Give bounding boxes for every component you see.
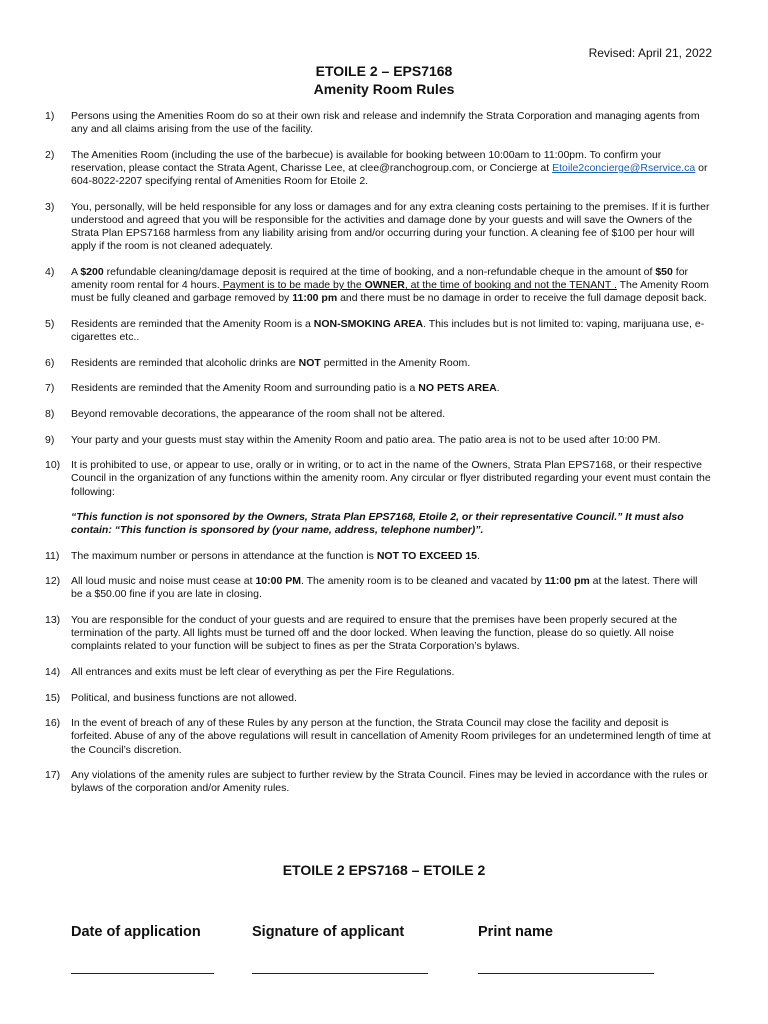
rule-text [71, 666, 712, 679]
rule-text-segment: You are responsible for the conduct of your guests and are required to ensure that the premises have been properly secured at the termination of the party. All lights must be turned off and the door locked. When leaving the function, please do so quietly. All noise complaints related to your function will be subject to fines as per the Strata Corporation’s bylaws. [71, 613, 678, 653]
date-of-application-line[interactable] [71, 973, 214, 974]
rule-text-segment: Persons using the Amenities Room do so at their own risk and release and indemnify the Strata Corporation and managing agents from any and all claims arising from the use of the facility. [71, 110, 700, 136]
rule-paragraph [71, 382, 712, 395]
rule-text-segment: In the event of breach of any of these Rules by any person at the function, the Strata Council may close the facility and deposit is forfeited. Abuse of any of the above regulations will result in cancellation of Amenity Room privileges for an undetermined length of time at the Council’s discretion. [71, 717, 711, 756]
rule-text-segment: It is prohibited to use, or appear to use, orally or in writing, or to act in the name of the Owners, Strata Plan EPS7168, or their respective Council in the organization of any functions within the amenity room. Any circular or flyer distributed regarding your event must contain the following: [71, 459, 711, 498]
rule-item [45, 149, 712, 189]
rule-item [45, 110, 712, 136]
rule-number: 13) [45, 613, 61, 626]
rule-item [45, 434, 712, 447]
rule-text-segment: The Amenity Room must be fully cleaned and garbage removed by [71, 279, 709, 305]
rule-text-segment: at the latest. There will be a $50.00 fine if you are late in closing. [71, 575, 698, 601]
rule-number: 12) [45, 575, 61, 588]
signature-of-applicant-line[interactable] [252, 973, 428, 974]
rule-text-segment: $200 [80, 266, 104, 278]
rule-text [71, 110, 712, 136]
rule-text-segment: Beyond removable decorations, the appearance of the room shall not be altered. [71, 407, 446, 420]
rule-item [45, 266, 712, 306]
rule-text-segment: You, personally, will be held responsible for any loss or damages and for any extra cleaning costs pertaining to the premises. If it is further understood and agreed that you will be responsible for the activities and damage done by your guests and will save the Owners of the Strata Plan EPS7168 harmless from any liability arising from and/or occurring during your function. A cleaning fee of $100 per hour will apply if the room is not cleaned adequately. [71, 200, 710, 253]
rule-number: 1) [45, 110, 55, 122]
rule-text [71, 575, 712, 601]
rule-text-segment: 11:00 pm [292, 292, 338, 305]
rule-text-segment: . [477, 549, 480, 562]
rule-paragraph [71, 717, 712, 757]
rule-text-segment: for amenity room rental for 4 hours. [71, 266, 689, 292]
concierge-email-link[interactable]: Etoile2concierge@Rservice.ca [552, 162, 696, 174]
rule-text-segment: Payment is to be made by the [219, 279, 365, 292]
rule-item [45, 550, 712, 563]
signature-of-applicant-label: Signature of applicant [252, 924, 405, 940]
rule-number: 4) [45, 266, 55, 278]
revised-date: Revised: April 21, 2022 [588, 46, 712, 60]
rule-paragraph [71, 434, 712, 447]
rule-text [71, 769, 712, 795]
rule-text [71, 357, 712, 370]
rule-text-segment: Any violations of the amenity rules are subject to further review by the Strata Council. Fines may be levied in accordance with the rules or bylaws of the corporation and/or Amenity rules. [71, 769, 708, 795]
rule-paragraph [71, 666, 712, 679]
rule-item [45, 614, 712, 654]
rule-number: 8) [45, 407, 55, 420]
rule-text [71, 614, 712, 654]
rule-item [45, 357, 712, 370]
rule-paragraph [71, 575, 712, 601]
rule-paragraph [71, 357, 712, 370]
rule-text [71, 692, 712, 705]
rule-number: 5) [45, 318, 55, 330]
document-title: ETOILE 2 – EPS7168 [315, 63, 453, 79]
rule-text [71, 201, 712, 254]
rule-item [45, 769, 712, 795]
rule-text-segment: and there must be no damage in order to receive the full damage deposit back. [337, 292, 707, 305]
rule-text [71, 550, 712, 563]
print-name-label: Print name [478, 924, 553, 940]
rule-text [71, 318, 712, 344]
rule-number: 15) [45, 691, 61, 704]
rule-item [45, 666, 712, 679]
rule-item [45, 201, 712, 254]
rule-item [45, 575, 712, 601]
rule-text-segment: . This includes but is not limited to: vaping, marijuana use, e-cigarettes etc.. [71, 318, 705, 344]
print-name-line[interactable] [478, 973, 654, 974]
rule-text-segment: 10:00 PM [255, 575, 301, 588]
rule-text-segment: refundable cleaning/damage deposit is required at the time of booking, and a non-refundable cheque in the amount of [103, 266, 656, 278]
rule-paragraph [71, 614, 712, 654]
rule-paragraph [71, 201, 712, 254]
rule-text-segment: OWNER [364, 279, 405, 292]
rule-text [71, 408, 712, 421]
rule-text-segment: Residents are reminded that the Amenity Room is a [71, 318, 314, 330]
rule-number: 9) [45, 433, 55, 446]
rule-text-segment: Residents are reminded that the Amenity Room and surrounding patio is a [71, 382, 419, 395]
rule-text-segment: All entrances and exits must be left clear of everything as per the Fire Regulations. [71, 665, 455, 678]
rule-number: 7) [45, 382, 55, 395]
rule-paragraph [71, 769, 712, 795]
rule-text [71, 149, 712, 189]
rule-text-segment: The Amenities Room (including the use of the barbecue) is available for booking between 10:00am to 11:00pm. To confirm your reservation, please contact the Strata Agent, Charisse Lee, at clee@ranchogroup.com, or Concierge at [71, 148, 662, 174]
rule-item [45, 692, 712, 705]
rule-text-segment: Political, and business functions are not allowed. [71, 691, 297, 704]
rule-item [45, 382, 712, 395]
rule-text-segment: . [496, 382, 500, 395]
rule-text [71, 266, 712, 306]
rule-text [71, 434, 712, 447]
rule-text-segment: “This function is not sponsored by the Owners, Strata Plan EPS7168, Etoile 2, or their representative Council.” It must also contain: “This function is sponsored by (your name, address, telephone number)”. [71, 510, 684, 536]
rule-number: 3) [45, 200, 55, 213]
rule-text-segment: All loud music and noise must cease at [71, 575, 256, 588]
rule-text [71, 717, 712, 757]
rule-text-segment: NON-SMOKING AREA [313, 318, 424, 330]
rules-list [45, 110, 712, 808]
rule-text-segment: 11:00 pm [544, 575, 590, 588]
rule-text-segment: Residents are reminded that alcoholic drinks are [71, 356, 299, 369]
rule-text-segment: NO PETS AREA [418, 382, 497, 395]
rule-paragraph [71, 459, 712, 499]
rule-text-segment: Your party and your guests must stay within the Amenity Room and patio area. The patio area is not to be used after 10:00 PM. [71, 433, 661, 446]
footer-title: ETOILE 2 EPS7168 – ETOILE 2 [282, 862, 486, 878]
rule-item [45, 408, 712, 421]
rule-text-segment: The maximum number or persons in attendance at the function is [71, 549, 377, 562]
rule-text-segment: A [71, 266, 81, 278]
rule-number: 6) [45, 356, 55, 369]
rule-item [45, 459, 712, 537]
rule-paragraph [71, 408, 712, 421]
rule-item [45, 318, 712, 344]
rule-paragraph [71, 110, 712, 136]
rule-text-segment: , at the time of booking and not the TENANT . [404, 279, 617, 292]
rule-text-segment: NOT TO EXCEED 15 [376, 549, 477, 562]
rule-text-segment: or 604-8022-2207 specifying rental of Amenities Room for Etoile 2. [71, 162, 708, 188]
rule-number: 2) [45, 148, 55, 161]
rule-number: 11) [45, 549, 60, 562]
date-of-application-label: Date of application [71, 924, 201, 940]
rule-text-segment: . The amenity room is to be cleaned and vacated by [300, 575, 545, 588]
rule-text [71, 459, 712, 537]
rule-item [45, 717, 712, 757]
rule-text-segment: $50 [655, 266, 673, 278]
rule-text-segment: NOT [298, 356, 321, 369]
rule-paragraph [71, 692, 712, 705]
rule-paragraph [71, 266, 712, 306]
rule-paragraph [71, 511, 712, 537]
rule-text [71, 382, 712, 395]
rule-paragraph [71, 550, 712, 563]
rule-number: 16) [45, 717, 61, 730]
rule-text-segment: permitted in the Amenity Room. [320, 356, 471, 369]
rule-number: 17) [45, 769, 61, 782]
document-subtitle: Amenity Room Rules [313, 81, 455, 97]
rule-paragraph [71, 318, 712, 344]
rule-paragraph [71, 149, 712, 189]
rule-number: 10) [45, 459, 61, 472]
rule-number: 14) [45, 665, 61, 678]
